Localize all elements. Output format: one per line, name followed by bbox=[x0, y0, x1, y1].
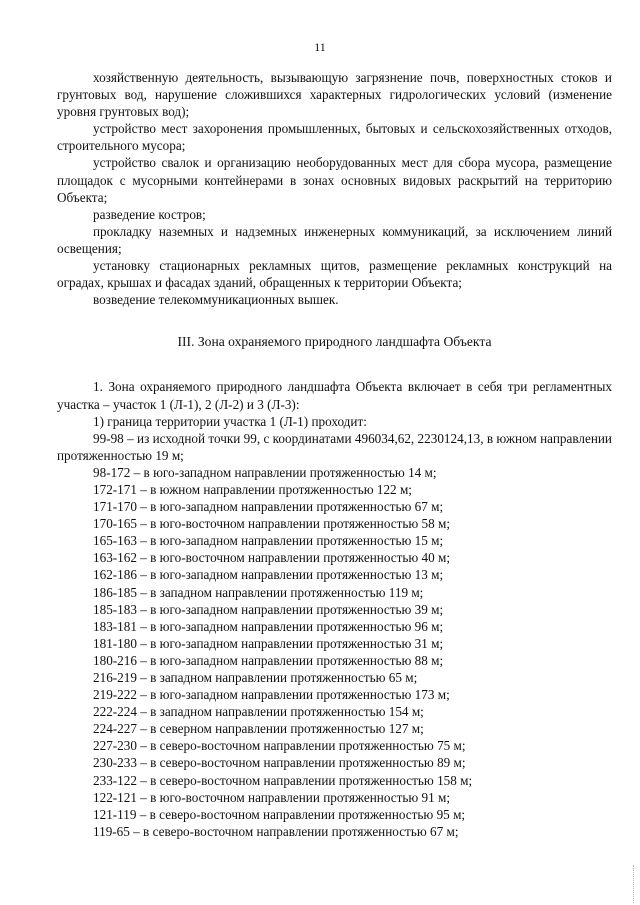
boundary-segment: 185-183 – в юго-западном направлении протяженностью 39 м; bbox=[93, 601, 444, 617]
boundary-segment: 121-119 – в северо-восточном направлении протяженностью 95 м; bbox=[93, 806, 466, 822]
boundary-segment: 186-185 – в западном направлении протяженностью 119 м; bbox=[93, 584, 424, 600]
scan-edge-mark bbox=[633, 865, 636, 903]
boundary-segment: 98-172 – в юго-западном направлении протяженностью 14 м; bbox=[93, 464, 437, 480]
boundary-segment: 180-216 – в юго-западном направлении протяженностью 88 м; bbox=[93, 652, 444, 668]
boundary-segment: 170-165 – в юго-восточном направлении протяженностью 58 м; bbox=[93, 516, 451, 532]
boundary-segment: 172-171 – в южном направлении протяженностью 122 м; bbox=[93, 481, 412, 497]
restriction-item: возведение телекоммуникационных вышек. bbox=[93, 292, 339, 308]
boundary-segment: 163-162 – в юго-восточном направлении протяженностью 40 м; bbox=[93, 550, 451, 566]
boundary-segment: 171-170 – в юго-западном направлении протяженностью 67 м; bbox=[93, 499, 444, 515]
boundary-segment: 119-65 – в северо-восточном направлении протяженностью 67 м; bbox=[93, 823, 459, 839]
boundary-segment: 181-180 – в юго-западном направлении протяженностью 31 м; bbox=[93, 635, 444, 651]
boundary-heading: 1) граница территории участка 1 (Л-1) проходит: bbox=[93, 413, 367, 429]
section-intro-paragraph: 1. Зона охраняемого природного ландшафта Объекта включает в себя три регламентных участка – участок 1 (Л-1), 2 (Л-2) и 3 (Л-3): bbox=[57, 379, 612, 412]
boundary-segment: 227-230 – в северо-восточном направлении протяженностью 75 м; bbox=[93, 738, 466, 754]
boundary-segment-list bbox=[57, 464, 612, 840]
boundary-segment: 122-121 – в юго-восточном направлении протяженностью 91 м; bbox=[93, 789, 451, 805]
restriction-item: установку стационарных рекламных щитов, размещение рекламных конструкций на оградах, крышах и фасадах зданий, обращенных к территории Объекта; bbox=[57, 258, 612, 291]
boundary-segment: 233-122 – в северо-восточном направлении протяженностью 158 м; bbox=[93, 772, 473, 788]
boundary-segment: 219-222 – в юго-западном направлении протяженностью 173 м; bbox=[93, 687, 450, 703]
boundary-segment: 230-233 – в северо-восточном направлении протяженностью 89 м; bbox=[93, 755, 466, 771]
page-number: 11 bbox=[314, 40, 326, 54]
restriction-item: устройство свалок и организацию необорудованных мест для сбора мусора, размещение площадок с мусорными контейнерами в зонах основных видовых раскрытий на территорию Объекта; bbox=[57, 155, 612, 205]
boundary-start-paragraph: 99-98 – из исходной точки 99, с координатами 496034,62, 2230124,13, в южном направлении протяженностью 19 м; bbox=[57, 430, 612, 463]
boundary-segment: 165-163 – в юго-западном направлении протяженностью 15 м; bbox=[93, 533, 444, 549]
boundary-segment: 216-219 – в западном направлении протяженностью 65 м; bbox=[93, 670, 418, 685]
restriction-item: хозяйственную деятельность, вызывающую загрязнение почв, поверхностных стоков и грунтовых вод, нарушение сложившихся характерных гидрологических условий (изменение уровня грунтовых вод); bbox=[57, 70, 612, 120]
boundary-segment: 224-227 – в северном направлении протяженностью 127 м; bbox=[93, 721, 424, 737]
restriction-item: разведение костров; bbox=[93, 206, 206, 222]
restriction-item: устройство мест захоронения промышленных, бытовых и сельскохозяйственных отходов, строительного мусора; bbox=[57, 121, 612, 154]
boundary-segment: 183-181 – в юго-западном направлении протяженностью 96 м; bbox=[93, 618, 444, 634]
restriction-item: прокладку наземных и надземных инженерных коммуникаций, за исключением линий освещения; bbox=[57, 223, 612, 256]
section-title: III. Зона охраняемого природного ландшафта Объекта bbox=[177, 334, 492, 350]
boundary-segment: 222-224 – в западном направлении протяженностью 154 м; bbox=[93, 704, 424, 720]
boundary-segment: 162-186 – в юго-западном направлении протяженностью 13 м; bbox=[93, 567, 444, 583]
document-body bbox=[57, 69, 612, 840]
